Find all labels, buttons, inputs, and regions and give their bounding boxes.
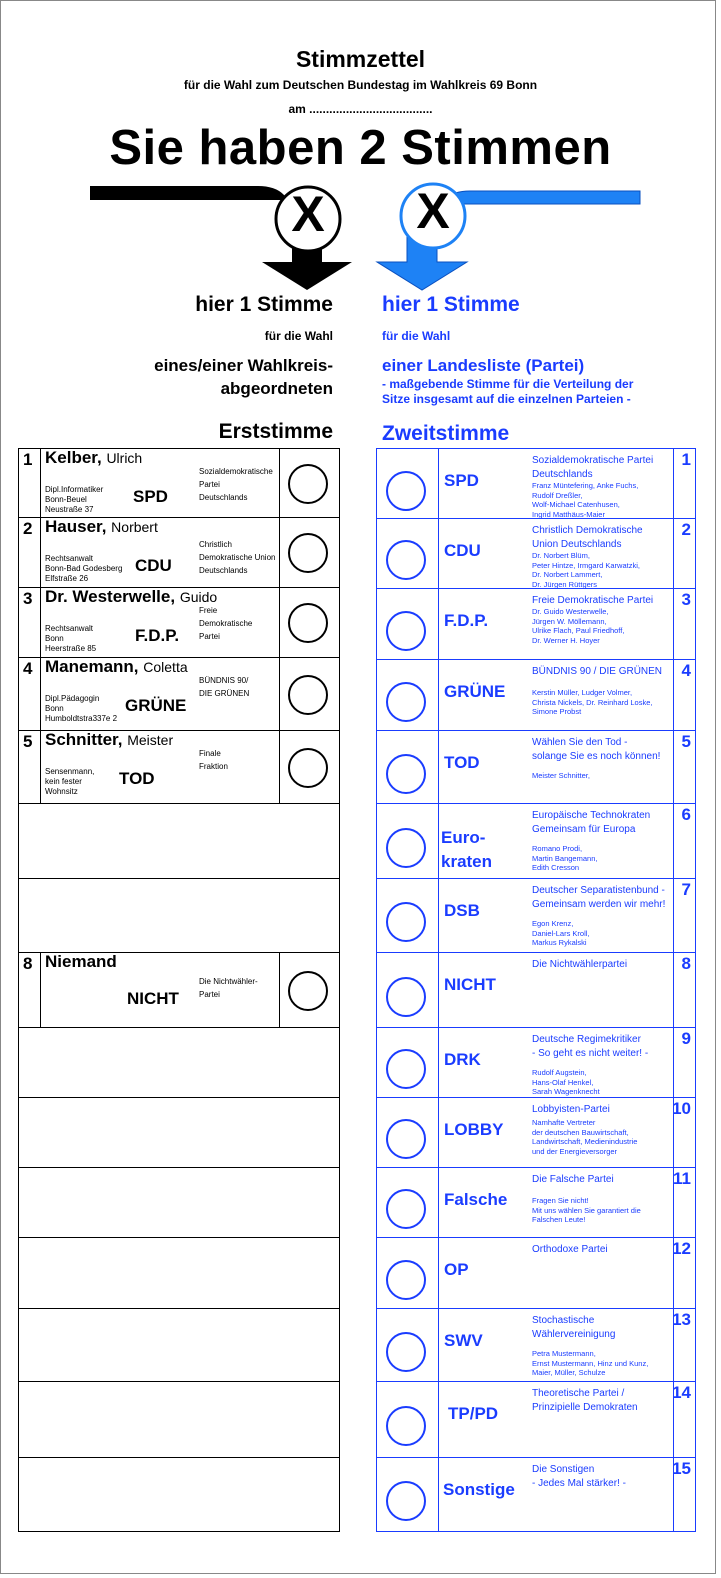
party-member: Falschen Leute! (532, 1215, 586, 1224)
row-divider (40, 518, 41, 587)
row-divider (673, 804, 674, 878)
vote-circle-zweitstimme[interactable] (386, 1481, 426, 1521)
candidate-party-full: Partei (199, 632, 220, 641)
party-full-name: Deutscher Separatistenbund - (532, 885, 665, 896)
candidate-row[interactable] (18, 658, 340, 731)
party-number: 9 (681, 1029, 691, 1048)
right-what: einer Landesliste (Partei) (382, 356, 585, 375)
party-short-line: SWV (444, 1331, 483, 1350)
party-full-name: Christlich Demokratische (532, 525, 643, 536)
candidate-name (45, 657, 188, 677)
candidate-party-full: Partei (199, 990, 220, 999)
candidate-row[interactable] (18, 953, 340, 1028)
row-divider (40, 658, 41, 730)
party-short-name (444, 469, 479, 493)
party-member: Peter Hintze, Irmgard Karwatzki, (532, 560, 640, 570)
candidate-party-short: CDU (135, 556, 172, 575)
candidate-detail: Bonn-Bad Godesberg (45, 564, 123, 573)
candidate-number: 1 (23, 450, 33, 469)
party-short-line: Euro- (441, 828, 486, 847)
party-short-line: Sonstige (443, 1480, 515, 1499)
candidate-party-short: NICHT (127, 989, 179, 1008)
party-number: 1 (681, 450, 691, 469)
party-row[interactable] (376, 1168, 696, 1238)
party-member: Dr. Norbert Lammert, (532, 570, 603, 579)
party-number: 4 (681, 661, 691, 680)
party-full-name: solange Sie es noch können! (532, 751, 661, 762)
left-vote-heading: hier 1 Stimme (195, 293, 333, 316)
party-row[interactable] (376, 1458, 696, 1532)
vote-circle-zweitstimme[interactable] (386, 540, 426, 580)
party-short-name (444, 751, 480, 775)
party-short-line: kraten (441, 852, 493, 871)
headline: Sie haben 2 Stimmen (109, 121, 612, 175)
party-member: Christa Nickels, Dr. Reinhard Loske, (532, 697, 653, 707)
candidate-detail: Bonn (45, 634, 64, 643)
party-short-line: TP/PD (448, 1404, 499, 1423)
candidate-party-full: Demokratische Union (199, 553, 276, 562)
vote-circle-erststimme[interactable] (288, 603, 328, 643)
right-vote-heading: hier 1 Stimme (382, 293, 520, 316)
empty-candidate-row (18, 804, 340, 879)
candidate-row[interactable] (18, 588, 340, 658)
row-divider (673, 589, 674, 659)
vote-circle-erststimme[interactable] (288, 464, 328, 504)
candidate-party-full: Die Nichtwähler- (199, 977, 258, 986)
party-short-line: OP (444, 1260, 469, 1279)
party-member: Simone Probst (532, 707, 582, 716)
candidate-party-full: Freie (199, 606, 218, 615)
vote-circle-zweitstimme[interactable] (386, 1406, 426, 1446)
party-member: Egon Krenz, (532, 919, 574, 928)
party-member: Romano Prodi, (532, 844, 583, 853)
party-number: 8 (681, 954, 691, 973)
party-full-name: Lobbyisten-Partei (532, 1104, 610, 1115)
party-member: Kerstin Müller, Ludger Volmer, (532, 688, 633, 697)
vote-circle-zweitstimme[interactable] (386, 1119, 426, 1159)
party-short-line: DRK (444, 1050, 481, 1069)
row-divider (438, 1098, 439, 1167)
vote-circle-zweitstimme[interactable] (386, 1260, 426, 1300)
party-member: Dr. Jürgen Rüttgers (532, 579, 598, 589)
party-short-name (444, 539, 481, 563)
party-short-line: SPD (444, 471, 479, 490)
row-divider (438, 1382, 439, 1457)
candidate-detail: Wohnsitz (45, 787, 78, 796)
party-number: 6 (681, 805, 691, 824)
party-number: 13 (672, 1310, 691, 1329)
party-row[interactable] (376, 519, 696, 589)
party-number: 2 (681, 520, 691, 539)
party-member: Edith Cresson (532, 863, 580, 872)
candidate-last-name: Kelber, (45, 448, 102, 467)
party-member: Martin Bangemann, (532, 853, 598, 863)
party-row[interactable] (376, 1098, 696, 1168)
party-member: Namhafte Vertreter (532, 1118, 596, 1127)
row-divider (438, 449, 439, 518)
party-member: Maier, Müller, Schulze (532, 1368, 606, 1377)
candidate-last-name: Hauser, (45, 517, 107, 536)
party-full-name: Theoretische Partei / (532, 1388, 625, 1399)
party-short-line: NICHT (444, 975, 496, 994)
candidate-party-full: Finale (199, 749, 221, 758)
row-divider (40, 953, 41, 1027)
party-short-name (441, 826, 492, 874)
zweitstimme-title: Zweitstimme (382, 422, 510, 445)
erststimme-title: Erststimme (218, 420, 333, 443)
party-short-line: CDU (444, 541, 481, 560)
party-short-line: TOD (444, 753, 480, 772)
row-divider (438, 879, 439, 952)
candidate-name (45, 587, 217, 607)
party-number: 10 (672, 1099, 691, 1118)
vote-circle-zweitstimme[interactable] (386, 828, 426, 868)
row-divider (279, 731, 280, 803)
row-divider (673, 660, 674, 730)
party-member: Mit uns wählen Sie garantiert die (532, 1205, 641, 1215)
party-full-name: Freie Demokratische Partei (532, 595, 654, 606)
empty-candidate-row (18, 1028, 340, 1098)
party-member: Ernst Mustermann, Hinz und Kunz, (532, 1358, 649, 1368)
ballot-subtitle: für die Wahl zum Deutschen Bundestag im Wahlkreis 69 Bonn (183, 78, 538, 92)
party-short-name (444, 973, 496, 997)
candidate-number: 4 (23, 659, 33, 678)
candidate-name (45, 952, 117, 972)
row-divider (279, 658, 280, 730)
vote-circle-zweitstimme[interactable] (386, 902, 426, 942)
vote-circle-zweitstimme[interactable] (386, 1049, 426, 1089)
empty-candidate-row (18, 879, 340, 953)
party-short-name (444, 1258, 469, 1282)
candidate-party-full: Deutschlands (199, 493, 248, 502)
vote-circle-zweitstimme[interactable] (386, 1189, 426, 1229)
row-divider (279, 449, 280, 517)
party-member: Wolf-Michael Catenhusen, (532, 500, 620, 509)
party-row[interactable] (376, 1382, 696, 1458)
empty-candidate-row (18, 1098, 340, 1168)
party-member: Rudolf Dreßler, (532, 490, 583, 500)
party-member: Hans-Olaf Henkel, (532, 1077, 594, 1087)
party-short-line: F.D.P. (444, 611, 489, 630)
party-number: 15 (672, 1459, 691, 1478)
row-divider (438, 731, 439, 803)
party-member: und der Energieversorger (532, 1146, 618, 1156)
empty-candidate-row (18, 1458, 340, 1532)
candidate-detail: Rechtsanwalt (45, 554, 94, 563)
row-divider (40, 588, 41, 657)
party-full-name: Gemeinsam für Europa (532, 824, 636, 835)
candidate-party-full: Partei (199, 480, 220, 489)
party-short-line: DSB (444, 901, 480, 920)
party-number: 12 (672, 1239, 691, 1258)
party-full-name: Gemeinsam werden wir mehr! (532, 899, 666, 910)
party-row[interactable] (376, 804, 696, 879)
row-divider (279, 588, 280, 657)
candidate-name (45, 448, 142, 468)
candidate-number: 2 (23, 519, 33, 538)
vote-circle-erststimme[interactable] (288, 533, 328, 573)
party-short-name (444, 1188, 507, 1212)
left-x-mark: X (291, 186, 325, 242)
row-divider (673, 519, 674, 588)
party-member: Petra Mustermann, (532, 1349, 596, 1358)
candidate-detail: Bonn-Beuel (45, 495, 87, 504)
party-short-name (443, 1478, 515, 1502)
candidate-detail: Humboldtstra337e 2 (45, 714, 118, 723)
row-divider (438, 660, 439, 730)
vote-circle-zweitstimme[interactable] (386, 471, 426, 511)
right-note-2: Sitze insgesamt auf die einzelnen Parteien - (382, 392, 631, 406)
party-full-name: - Jedes Mal stärker! - (532, 1478, 626, 1489)
party-full-name: Wählen Sie den Tod - (532, 737, 628, 748)
party-row[interactable] (376, 731, 696, 804)
candidate-last-name: Schnitter, (45, 730, 123, 749)
row-divider (40, 449, 41, 517)
row-divider (438, 804, 439, 878)
candidate-detail: Bonn (45, 704, 64, 713)
party-row[interactable] (376, 589, 696, 660)
party-short-name (444, 1329, 483, 1353)
candidate-detail: Elfstraße 26 (45, 574, 89, 583)
candidate-first-name: Meister (127, 732, 174, 748)
candidate-party-short: SPD (133, 487, 168, 506)
candidate-first-name: Ulrich (106, 450, 143, 466)
party-full-name: Deutschlands (532, 469, 593, 480)
vote-circle-erststimme[interactable] (288, 971, 328, 1011)
candidate-party-short: F.D.P. (135, 626, 180, 645)
party-short-name (444, 1048, 481, 1072)
candidate-first-name: Guido (179, 589, 218, 605)
party-full-name: Deutsche Regimekritiker (532, 1034, 641, 1045)
party-number: 11 (673, 1169, 691, 1188)
party-full-name: Die Sonstigen (532, 1464, 595, 1475)
candidate-row[interactable] (18, 448, 340, 518)
row-divider (40, 731, 41, 803)
candidate-name (45, 517, 158, 537)
party-full-name: Europäische Technokraten (532, 810, 651, 821)
candidate-row[interactable] (18, 731, 340, 804)
party-full-name: Orthodoxe Partei (532, 1244, 608, 1255)
row-divider (673, 731, 674, 803)
party-short-line: GRÜNE (444, 682, 506, 701)
party-short-name (444, 1118, 504, 1142)
party-short-line: Falsche (444, 1190, 508, 1209)
vote-circle-erststimme[interactable] (288, 748, 328, 788)
candidate-number: 5 (23, 732, 33, 751)
party-short-name (444, 680, 505, 704)
party-member: Franz Müntefering, Anke Fuchs, (532, 481, 639, 490)
candidate-detail: Sensenmann, (45, 767, 95, 776)
party-number: 5 (681, 732, 691, 751)
row-divider (673, 1028, 674, 1097)
party-full-name: Stochastische (532, 1315, 595, 1326)
row-divider (438, 953, 439, 1027)
party-member: Dr. Guido Westerwelle, (532, 607, 609, 616)
party-row[interactable] (376, 1238, 696, 1309)
vote-circle-zweitstimme[interactable] (386, 682, 426, 722)
left-what-1: eines/einer Wahlkreis- (154, 356, 333, 375)
party-member: Markus Rykalski (532, 938, 587, 947)
row-divider (673, 879, 674, 952)
party-member: Ulrike Flach, Paul Friedhoff, (532, 626, 625, 635)
row-divider (279, 953, 280, 1027)
candidate-party-short: TOD (119, 769, 155, 788)
date-line: am ..................................... (288, 102, 433, 116)
party-full-name: Die Falsche Partei (532, 1174, 614, 1185)
empty-candidate-row (18, 1238, 340, 1309)
candidate-detail: Dipl.Pädagogin (45, 694, 100, 703)
candidate-party-full: Christlich (199, 540, 232, 549)
candidate-row[interactable] (18, 518, 340, 588)
party-number: 14 (672, 1383, 691, 1402)
candidate-detail: Rechtsanwalt (45, 624, 94, 633)
left-for-label: für die Wahl (264, 329, 333, 343)
party-full-name: Prinzipielle Demokraten (532, 1402, 638, 1413)
empty-candidate-row (18, 1309, 340, 1382)
party-full-name: BÜNDNIS 90 / DIE GRÜNEN (532, 666, 663, 677)
row-divider (438, 1309, 439, 1381)
party-member: Rudolf Augstein, (532, 1068, 587, 1077)
candidate-number: 3 (23, 589, 33, 608)
row-divider (438, 1168, 439, 1237)
party-short-name (444, 609, 488, 633)
party-full-name: Wählervereinigung (532, 1329, 616, 1340)
candidate-last-name: Manemann, (45, 657, 139, 676)
party-member: Dr. Norbert Blüm, (532, 551, 590, 560)
row-divider (438, 1028, 439, 1097)
candidate-name (45, 730, 173, 750)
candidate-party-full: Demokratische (199, 619, 253, 628)
empty-candidate-row (18, 1168, 340, 1238)
row-divider (673, 449, 674, 518)
party-short-line: LOBBY (444, 1120, 504, 1139)
candidate-party-full: Fraktion (199, 762, 228, 771)
party-full-name: Sozialdemokratische Partei (532, 455, 654, 466)
row-divider (279, 518, 280, 587)
left-what-2: abgeordneten (220, 379, 333, 398)
candidate-last-name: Dr. Westerwelle, (45, 587, 176, 606)
party-row[interactable] (376, 879, 696, 953)
candidate-detail: Heerstraße 85 (45, 644, 97, 653)
party-member: Landwirtschaft, Medienindustrie (532, 1137, 638, 1146)
candidate-party-full: DIE GRÜNEN (199, 689, 250, 698)
row-divider (438, 1458, 439, 1531)
party-member: Meister Schnitter, (532, 771, 590, 780)
candidate-last-name: Niemand (45, 952, 117, 971)
party-row[interactable] (376, 448, 696, 519)
candidate-party-full: BÜNDNIS 90/ (199, 676, 249, 685)
ballot-title: Stimmzettel (295, 46, 426, 72)
row-divider (438, 1238, 439, 1308)
party-full-name: Union Deutschlands (532, 539, 622, 550)
row-divider (438, 519, 439, 588)
party-full-name: Die Nichtwählerpartei (532, 959, 628, 970)
vote-arrows-graphic (0, 0, 721, 300)
candidate-first-name: Coletta (143, 659, 188, 675)
vote-circle-erststimme[interactable] (288, 675, 328, 715)
party-member: Sarah Wagenknecht (532, 1087, 600, 1096)
candidate-detail: Dipl.Informatiker (45, 485, 104, 494)
vote-circle-zweitstimme[interactable] (386, 754, 426, 794)
candidate-party-full: Sozialdemokratische (199, 467, 273, 476)
party-member: Dr. Werner H. Hoyer (532, 635, 600, 645)
party-short-name (444, 899, 480, 923)
party-member: Jürgen W. Möllemann, (532, 616, 607, 626)
empty-candidate-row (18, 1382, 340, 1458)
candidate-first-name: Norbert (111, 519, 158, 535)
right-for-label: für die Wahl (382, 329, 451, 343)
party-member: Ingrid Matthäus-Maier (532, 509, 605, 519)
party-row[interactable] (376, 1028, 696, 1098)
candidate-party-full: Deutschlands (199, 566, 248, 575)
party-row[interactable] (376, 660, 696, 731)
vote-circle-zweitstimme[interactable] (386, 611, 426, 651)
right-x-mark: X (416, 183, 450, 239)
vote-circle-zweitstimme[interactable] (386, 977, 426, 1017)
candidate-detail: kein fester (45, 777, 82, 786)
candidate-number: 8 (23, 954, 33, 973)
right-note-1: - maßgebende Stimme für die Verteilung der (382, 377, 634, 391)
candidate-detail: Neustraße 37 (45, 505, 94, 514)
party-member: Fragen Sie nicht! (532, 1196, 589, 1205)
party-member: der deutschen Bauwirtschaft, (532, 1127, 629, 1137)
party-member: Daniel-Lars Kroll, (532, 928, 590, 938)
party-full-name: - So geht es nicht weiter! - (532, 1048, 649, 1059)
vote-circle-zweitstimme[interactable] (386, 1332, 426, 1372)
party-short-name (448, 1402, 498, 1426)
row-divider (673, 953, 674, 1027)
party-number: 3 (681, 590, 691, 609)
party-number: 7 (681, 880, 691, 899)
row-divider (438, 589, 439, 659)
candidate-party-short: GRÜNE (125, 696, 187, 715)
party-row[interactable] (376, 1309, 696, 1382)
party-row[interactable] (376, 953, 696, 1028)
